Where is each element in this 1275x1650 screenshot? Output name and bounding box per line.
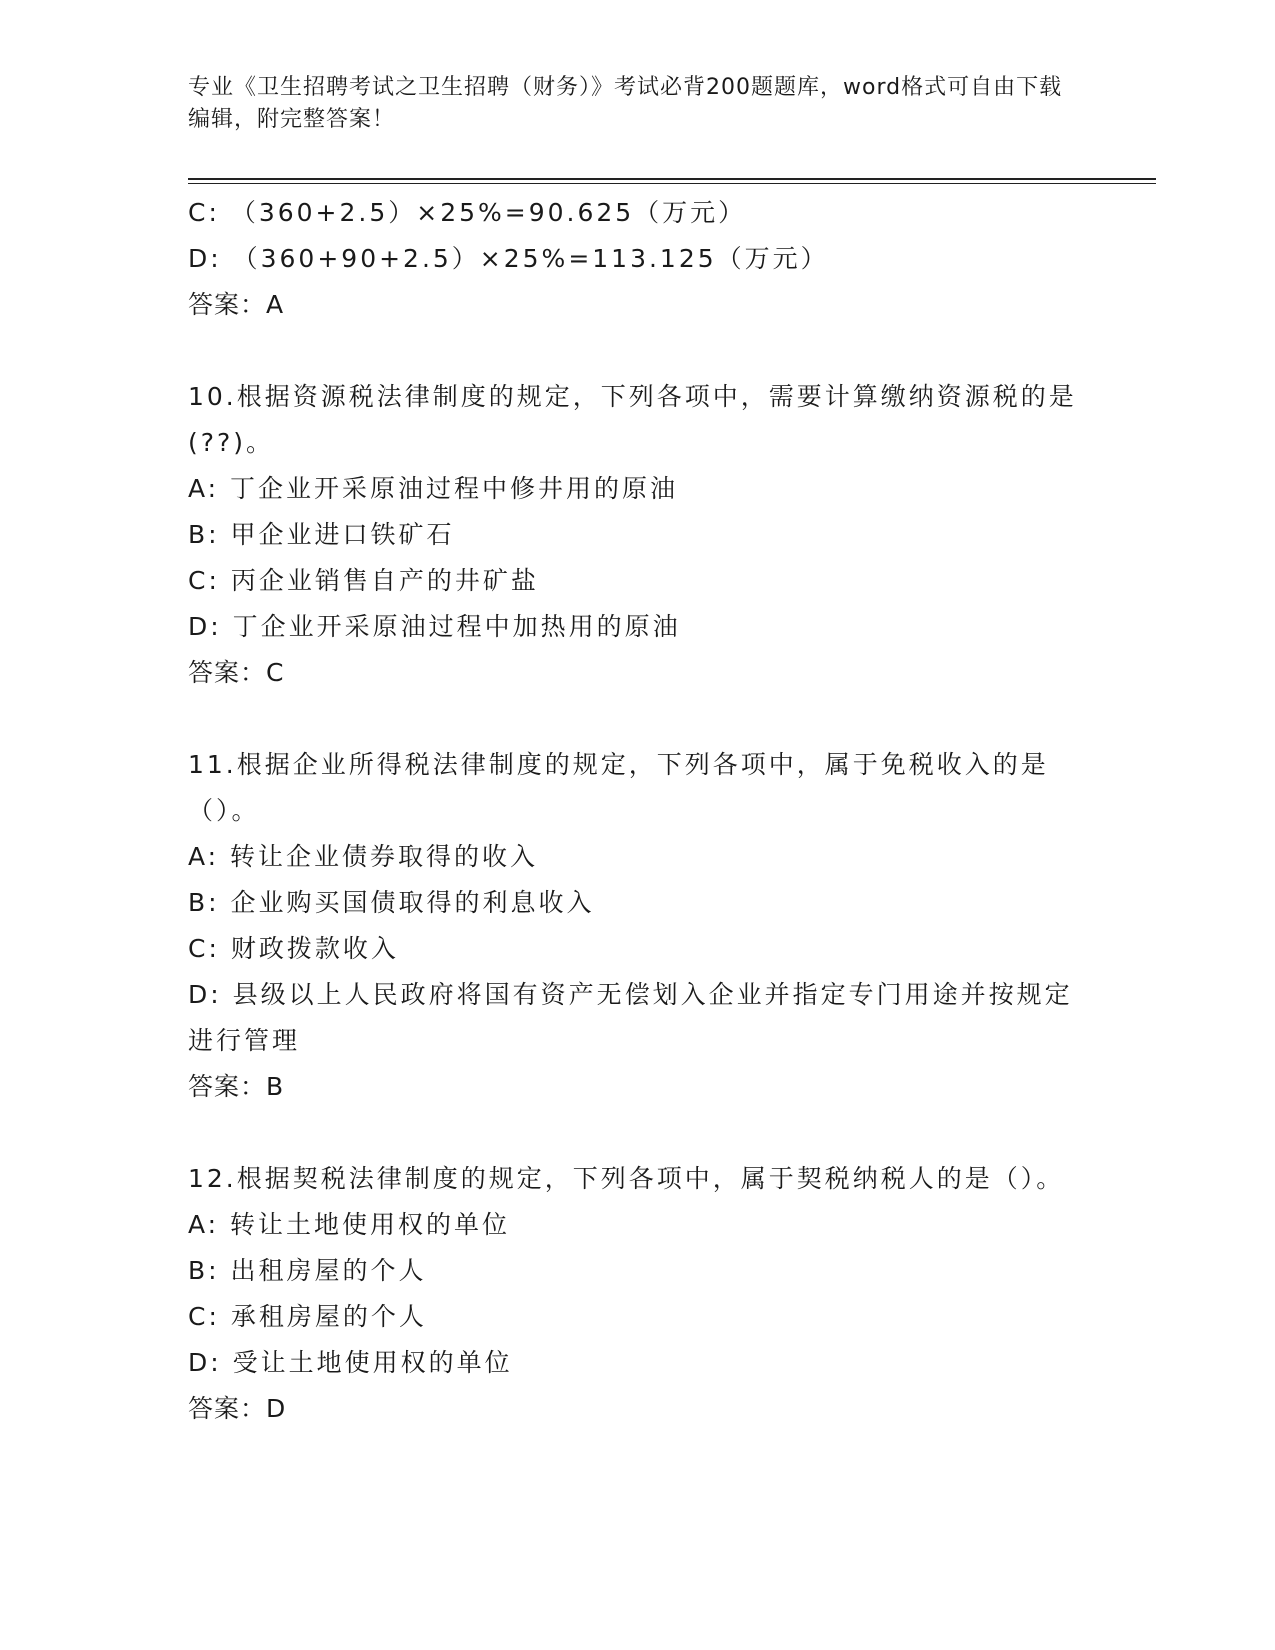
- option-a: A: 转让土地使用权的单位: [188, 1210, 511, 1239]
- option-d: D: 丁企业开采原油过程中加热用的原油: [188, 612, 681, 641]
- option-d: D: （360+90+2.5）×25%=113.125（万元）: [188, 244, 829, 273]
- question-list: [188, 190, 1078, 1432]
- question-stem: 10.根据资源税法律制度的规定，下列各项中，需要计算缴纳资源税的是(??)。: [188, 382, 1077, 457]
- question-12: [188, 1156, 1078, 1432]
- option-b: B: 企业购买国债取得的利息收入: [188, 888, 595, 917]
- option-b: B: 出租房屋的个人: [188, 1256, 427, 1285]
- option-a: A: 丁企业开采原油过程中修井用的原油: [188, 474, 679, 503]
- previous-question-tail: [188, 190, 1078, 328]
- option-c: C: （360+2.5）×25%=90.625（万元）: [188, 198, 747, 227]
- spacer: [188, 1110, 1078, 1156]
- question-10: [188, 374, 1078, 696]
- answer-line: 答案：B: [188, 1072, 285, 1101]
- option-c: C: 丙企业销售自产的井矿盐: [188, 566, 539, 595]
- answer-line: 答案：C: [188, 658, 285, 687]
- option-a: A: 转让企业债券取得的收入: [188, 842, 539, 871]
- option-c: C: 承租房屋的个人: [188, 1302, 427, 1331]
- question-stem: 11.根据企业所得税法律制度的规定，下列各项中，属于免税收入的是（）。: [188, 750, 1049, 825]
- answer-line: 答案：D: [188, 1394, 287, 1423]
- header-divider-thick: [188, 178, 1156, 180]
- header-divider-thin: [188, 183, 1156, 184]
- option-b: B: 甲企业进口铁矿石: [188, 520, 455, 549]
- spacer: [188, 328, 1078, 374]
- option-d: D: 受让土地使用权的单位: [188, 1348, 513, 1377]
- answer-line: 答案：A: [188, 290, 285, 319]
- option-c: C: 财政拨款收入: [188, 934, 399, 963]
- question-11: [188, 742, 1078, 1110]
- document-header: [188, 72, 1068, 136]
- header-text: 专业《卫生招聘考试之卫生招聘（财务）》考试必背200题题库，word格式可自由下载编辑，附完整答案！: [188, 75, 1063, 132]
- spacer: [188, 696, 1078, 742]
- question-stem: 12.根据契税法律制度的规定，下列各项中，属于契税纳税人的是（）。: [188, 1164, 1065, 1193]
- option-d: D: 县级以上人民政府将国有资产无偿划入企业并指定专门用途并按规定进行管理: [188, 980, 1073, 1055]
